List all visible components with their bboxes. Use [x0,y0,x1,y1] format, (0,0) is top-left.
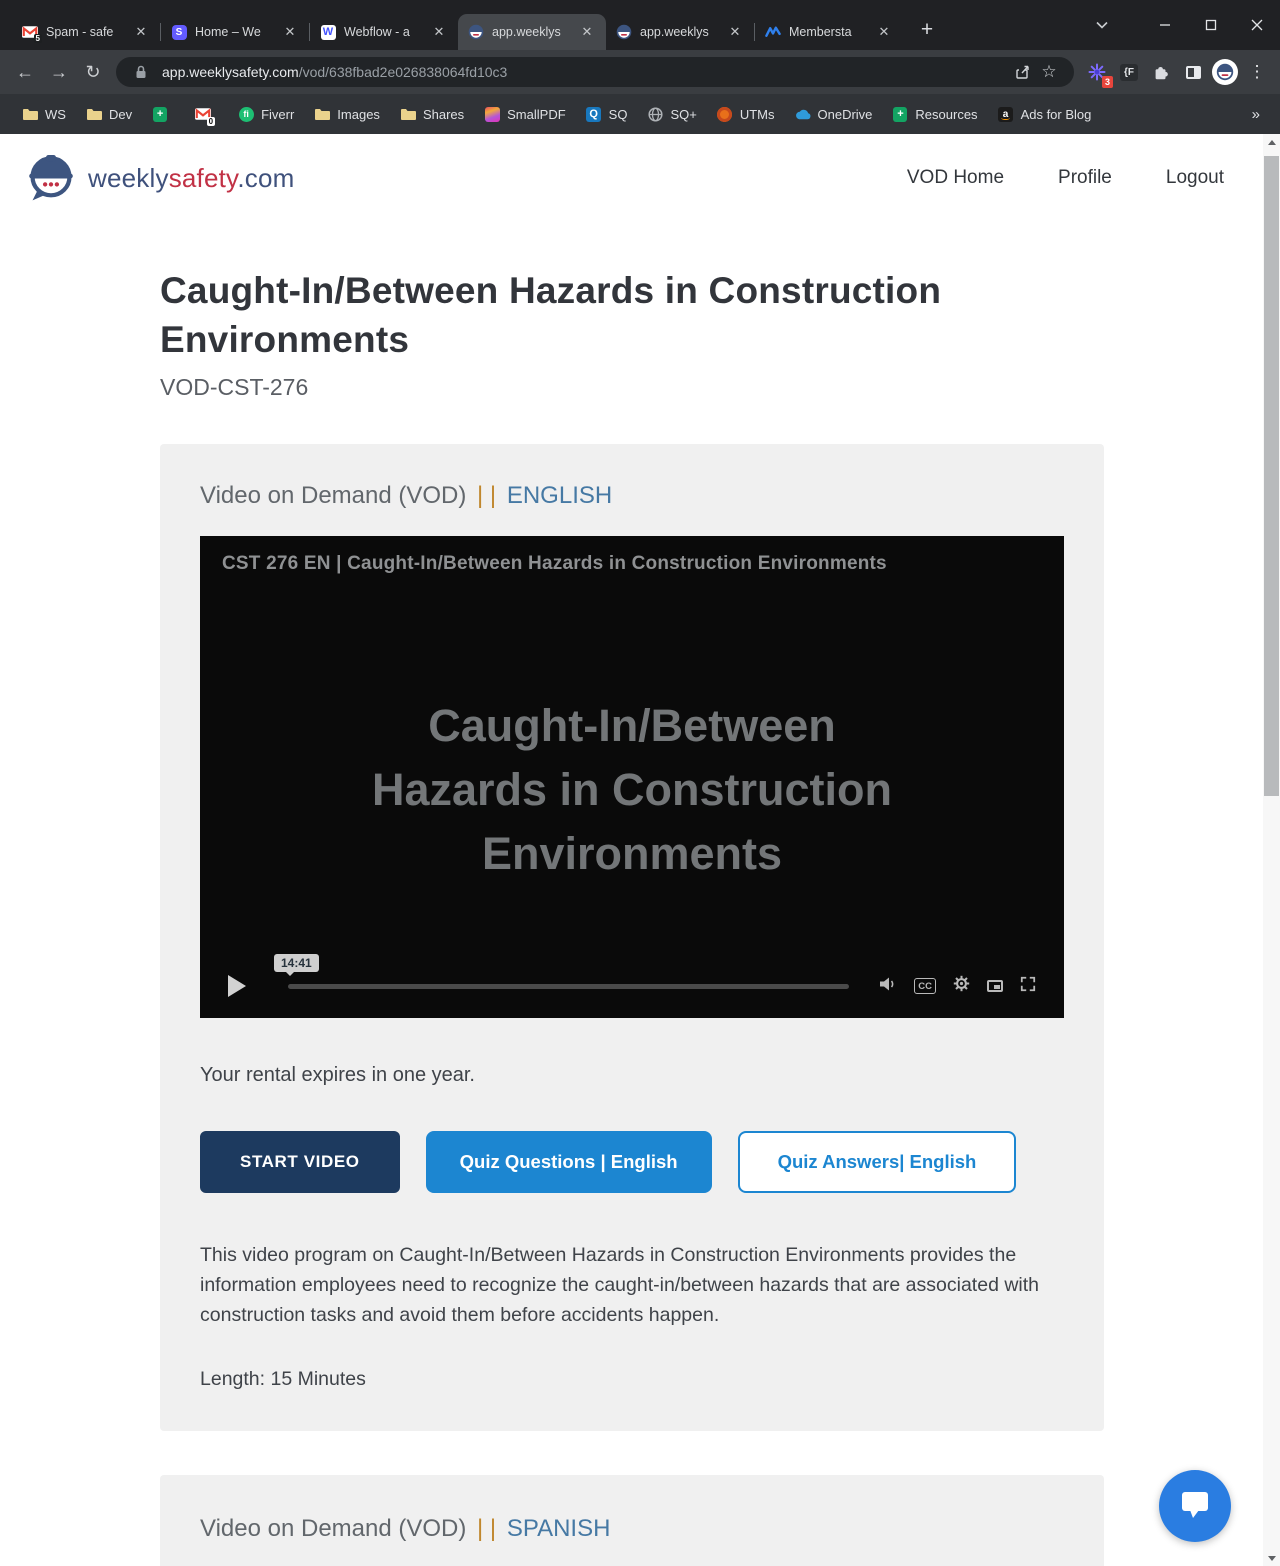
rental-note: Your rental expires in one year. [200,1064,475,1087]
card-heading-separator: | | [477,1515,497,1543]
back-icon[interactable]: ← [16,61,34,82]
chevron-down-icon[interactable] [1092,0,1112,50]
bookmark-resources[interactable]: + Resources [884,102,985,126]
close-icon[interactable]: ✕ [433,24,445,39]
url-text [162,64,1010,80]
extension-badge: 3 [1102,76,1113,88]
extension-fx-icon[interactable]: {F [1114,57,1144,87]
helmet-icon [468,24,484,40]
helmet-icon [616,24,632,40]
close-icon[interactable]: ✕ [581,24,593,39]
bookmark-sheets[interactable] [144,102,183,126]
smallpdf-icon [484,106,500,122]
profile-avatar[interactable] [1210,57,1240,87]
nav-profile[interactable]: Profile [1058,167,1112,188]
helmet-logo-icon [24,150,78,207]
bookmarks-overflow-chevron[interactable]: » [1251,105,1260,123]
bookmark-gmail[interactable] [187,102,226,126]
folder-icon [400,106,416,122]
fullscreen-icon[interactable] [1020,976,1036,997]
extension-starburst-icon[interactable] [1082,57,1112,87]
gmail-icon: 0 [195,106,211,122]
tab-strip [0,0,1280,50]
browser-toolbar [0,50,1280,94]
video-control-icons [879,975,1036,997]
url-domain: app.weeklysafety.com [162,64,299,80]
card-heading-main: Video on Demand (VOD) [200,482,467,510]
nav-vod-home[interactable]: VOD Home [906,167,1005,188]
tab-spam[interactable] [12,14,160,50]
card-heading-main: Video on Demand (VOD) [200,1515,467,1543]
tab-webflow[interactable] [310,14,458,50]
forward-icon[interactable]: → [50,61,68,82]
bookmark-fiverr[interactable]: fi Fiverr [230,102,302,126]
tab-title: Home – We [195,25,261,39]
scroll-down-arrow-icon[interactable] [1263,1550,1280,1566]
vod-card-english [160,444,1104,1431]
card-heading-language: ENGLISH [506,482,613,510]
tab-memberstack[interactable] [755,14,903,50]
amazon-icon: a [998,106,1014,122]
card-heading-separator: | | [477,482,497,510]
share-icon[interactable] [1010,59,1036,85]
side-panel-icon[interactable] [1178,57,1208,87]
tab-title: Spam - safe [46,25,114,39]
site-header [0,134,1280,222]
quiz-questions-button[interactable]: Quiz Questions | English [426,1131,712,1193]
bookmark-onedrive[interactable]: OneDrive [787,102,881,126]
volume-icon[interactable] [879,976,897,997]
tab-title: app.weeklys [640,25,709,39]
settings-gear-icon[interactable] [953,975,970,997]
nav-logout[interactable]: Logout [1165,167,1224,188]
extensions-puzzle-icon[interactable] [1146,57,1176,87]
tab-weeklysafety-active[interactable] [458,14,606,50]
window-close-icon[interactable] [1234,0,1280,50]
logo-wordmark: weeklysafety.com [88,162,295,193]
q-icon: Q [586,106,602,122]
page-viewport [0,134,1280,1566]
video-controls [200,955,1064,1006]
captions-icon[interactable]: CC [914,978,936,994]
video-description: This video program on Caught-In/Between Hazards in Construction Environments provides the information employees need to recognize the caught-in/between hazards that are associated with construction tasks and avoid them before accidents happen. [200,1244,1040,1326]
bookmark-star-icon[interactable]: ☆ [1041,62,1057,81]
video-player[interactable] [200,536,1064,1018]
bookmark-sq-plus[interactable]: SQ+ [639,102,704,126]
chat-widget-button[interactable] [1159,1470,1231,1542]
start-video-button[interactable]: START VIDEO [200,1131,400,1193]
close-icon[interactable]: ✕ [284,24,296,39]
button-row [200,1131,1064,1193]
video-progress[interactable] [281,955,849,989]
memberstack-icon [765,24,781,40]
close-icon[interactable]: ✕ [729,24,741,39]
sheets-icon: + [152,106,168,122]
minimize-icon[interactable] [1142,0,1188,50]
s-icon: S [171,24,187,40]
video-time-bubble: 14:41 [274,954,319,972]
new-tab-button[interactable]: + [920,18,934,41]
tab-home[interactable] [161,14,309,50]
video-center-title: Caught-In/Between Hazards in Construction Environments [371,700,893,879]
page-title: Caught-In/Between Hazards in Construction Environments [160,270,942,361]
bookmark-ws[interactable]: WS [14,102,74,126]
bookmark-shares[interactable]: Shares [392,102,472,126]
browser-chrome [0,0,1280,134]
bookmark-sq[interactable]: Q SQ [578,102,636,126]
card-heading [200,482,1064,510]
tab-title: app.weeklys [492,25,561,39]
bookmark-dev[interactable]: Dev [78,102,140,126]
bookmark-smallpdf[interactable]: SmallPDF [476,102,574,126]
vod-card-spanish [160,1475,1104,1566]
site-nav [907,167,1224,189]
folder-icon [86,106,102,122]
gmail-icon [22,24,40,43]
card-heading-language: SPANISH [506,1515,611,1543]
scrollbar-thumb[interactable] [1264,156,1279,796]
address-bar[interactable] [116,57,1074,87]
card-heading [200,1515,1064,1543]
browser-menu-icon[interactable]: ⋮ [1248,62,1266,81]
tab-title: Webflow - a [344,25,410,39]
onedrive-cloud-icon [795,106,811,122]
bookmark-ads-for-blog[interactable]: a Ads for Blog [990,102,1100,126]
tab-badge: 5 [35,34,40,43]
globe-icon [647,106,663,122]
fiverr-icon: fi [238,106,254,122]
video-length: Length: 15 Minutes [200,1368,366,1391]
tab-weeklysafety[interactable] [606,14,754,50]
webflow-icon: W [320,24,336,40]
window-controls [1092,0,1280,50]
scroll-up-arrow-icon[interactable] [1263,134,1280,150]
close-icon[interactable]: ✕ [878,24,890,39]
utm-icon [717,106,733,122]
chat-bubble-icon [1178,1488,1212,1525]
bookmark-utms[interactable]: UTMs [709,102,783,126]
lock-icon [128,59,154,85]
main-content [0,222,1104,1566]
maximize-icon[interactable] [1188,0,1234,50]
bookmarks-bar [0,94,1280,134]
play-icon[interactable] [228,975,246,997]
vod-code: VOD-CST-276 [160,374,309,401]
url-path: /vod/638fbad2e026838064fd10c3 [298,64,508,80]
folder-icon [314,106,330,122]
quiz-answers-button[interactable]: Quiz Answers| English [738,1131,1017,1193]
scrollbar[interactable] [1263,134,1280,1566]
bookmark-images[interactable]: Images [306,102,388,126]
picture-in-picture-icon[interactable] [987,980,1003,992]
progress-bar[interactable] [288,984,849,989]
site-logo[interactable] [24,150,294,207]
tab-title: Membersta [789,25,852,39]
sheets-icon: + [892,106,908,122]
close-icon[interactable]: ✕ [135,24,147,39]
reload-icon[interactable]: ↻ [85,61,101,82]
video-overlay-title: CST 276 EN | Caught-In/Between Hazards in Construction Environments [222,553,887,575]
folder-icon [22,106,38,122]
